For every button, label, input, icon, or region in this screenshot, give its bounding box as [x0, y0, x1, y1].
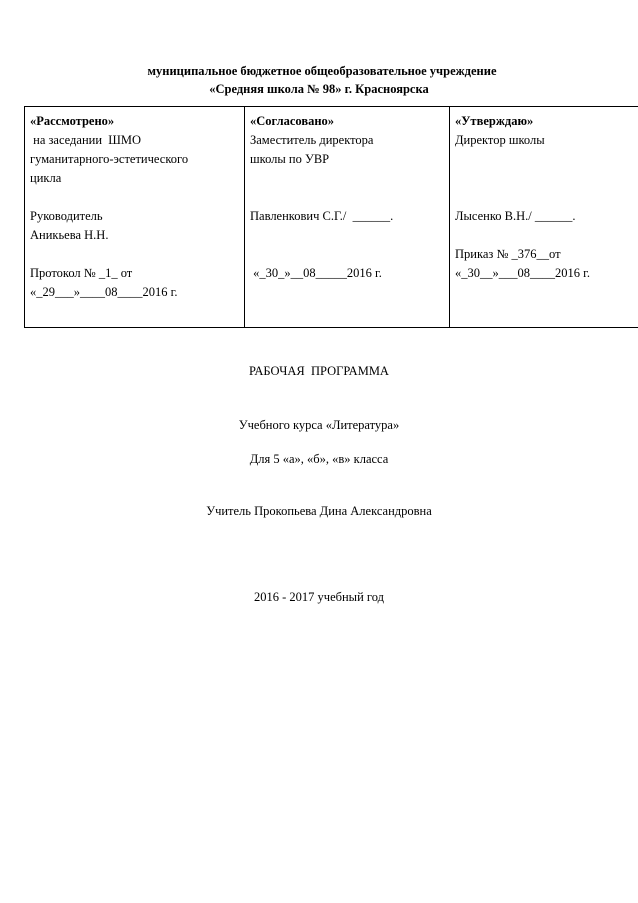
agreed-line2: школы по УВР	[250, 152, 330, 166]
reviewed-name: Аникьева Н.Н.	[30, 228, 109, 242]
agreed-title: «Согласовано»	[250, 114, 335, 128]
school-year: 2016 - 2017 учебный год	[254, 590, 384, 604]
reviewed-title: «Рассмотрено»	[30, 114, 115, 128]
spacer	[455, 188, 638, 207]
course-name: Учебного курса «Литература»	[238, 418, 400, 432]
school-header	[0, 62, 638, 98]
school-name-line2: «Средняя школа № 98» г. Красноярска	[209, 82, 429, 96]
reviewed-date: «_29___»____08____2016 г.	[30, 285, 178, 299]
spacer	[250, 226, 445, 245]
approval-row	[25, 107, 638, 328]
reviewed-line2: гуманитарного-эстетического	[30, 152, 189, 166]
spacer	[455, 169, 638, 188]
class-list: Для 5 «а», «б», «в» класса	[249, 452, 389, 466]
approved-signature: Лысенко В.Н./ ______.	[455, 209, 576, 223]
reviewed-role: Руководитель	[30, 209, 103, 223]
approved-order: Приказ № _376__от	[455, 247, 561, 261]
approval-table	[24, 106, 638, 328]
approved-line1: Директор школы	[455, 133, 545, 147]
program-title: РАБОЧАЯ ПРОГРАММА	[249, 364, 389, 378]
approved-date: «_30__»___08____2016 г.	[455, 266, 590, 280]
reviewed-line3: цикла	[30, 171, 62, 185]
school-name-line1: муниципальное бюджетное общеобразовательное учреждение	[147, 64, 497, 78]
spacer	[30, 245, 240, 264]
spacer	[250, 245, 445, 264]
approved-title: «Утверждаю»	[455, 114, 534, 128]
spacer	[250, 169, 445, 188]
spacer	[250, 188, 445, 207]
agreed-cell	[245, 107, 450, 328]
reviewed-protocol: Протокол № _1_ от	[30, 266, 133, 280]
reviewed-cell	[25, 107, 245, 328]
spacer	[455, 150, 638, 169]
agreed-line1: Заместитель директора	[250, 133, 374, 147]
agreed-signature: Павленкович С.Г./ ______.	[250, 209, 394, 223]
spacer	[455, 226, 638, 245]
approved-cell	[450, 107, 638, 328]
teacher-name: Учитель Прокопьева Дина Александровна	[206, 504, 432, 518]
reviewed-line1: на заседании ШМО	[30, 133, 142, 147]
agreed-date: «_30_»__08_____2016 г.	[250, 266, 382, 280]
spacer	[30, 188, 240, 207]
